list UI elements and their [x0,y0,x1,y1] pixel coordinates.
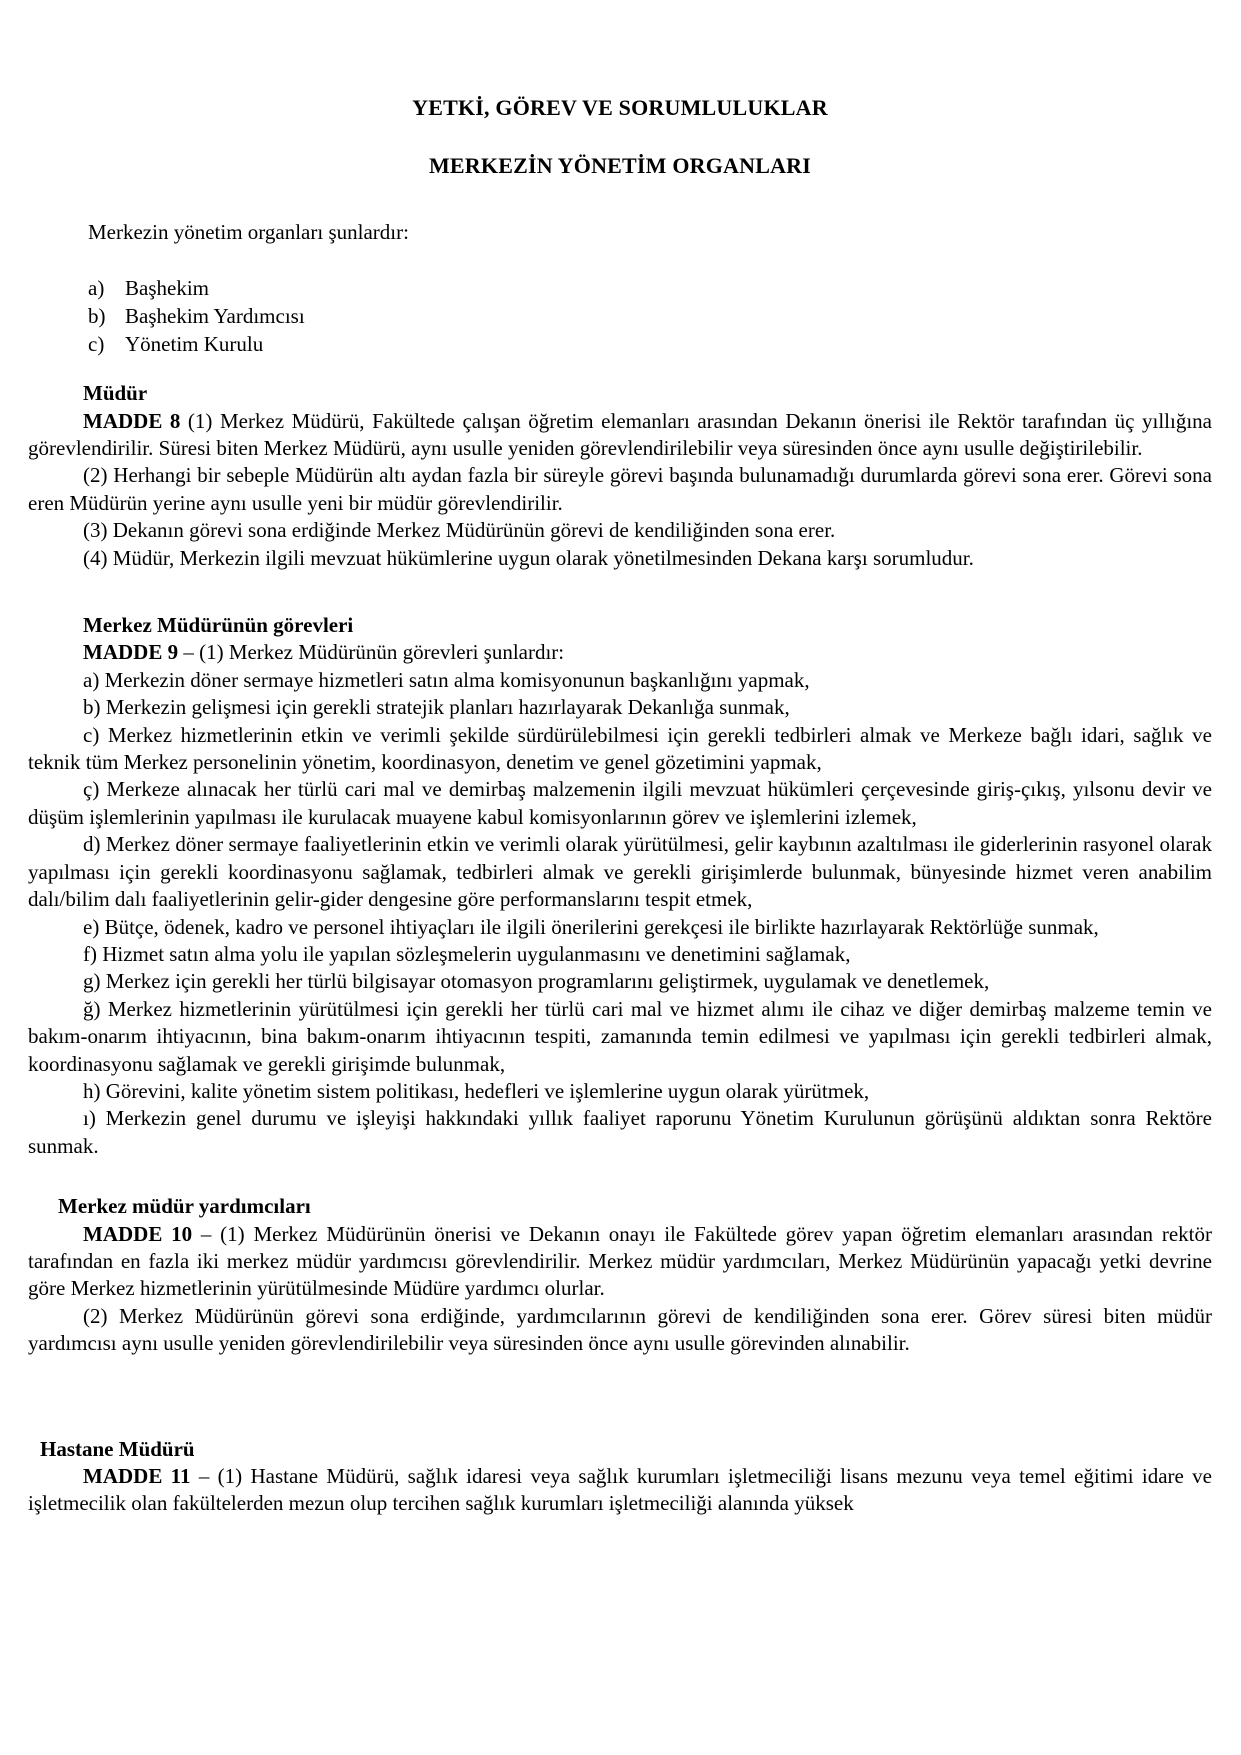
organ-marker: c) [88,331,105,356]
organ-marker: b) [88,304,106,328]
paragraph [28,996,1212,1078]
paragraph [28,408,1212,463]
paragraph-text: d) Merkez döner sermaye faaliyetlerinin etkin ve verimli olarak yürütülmesi, gelir kaybının azaltılması ile giderlerinin rasyonel olarak yapılması için gerekli koordinasyonu sağlamak, tedbirleri almak ve gerekli girişimlerde bulunmak, bünyesinde hizmet veren anabilim dalı/bilim dalı faaliyetlerinin gelir-gider dengesine göre performanslarını tespit etmek, [28,832,1212,912]
paragraph-text: c) Merkez hizmetlerinin etkin ve verimli şekilde sürdürülebilmesi için gerekli tedbirleri almak ve Merkeze bağlı idari, sağlık ve teknik tüm Merkez personelinin yönetim, koordinasyon, denetim ve genel gözetimini yapmak, [28,722,1212,775]
section-hastane [28,1436,1212,1518]
paragraph [28,776,1212,831]
paragraph-text: h) Görevini, kalite yönetim sistem politikası, hedefleri ve işlemlerine uygun olarak yürütmek, [83,1078,870,1103]
paragraph-text: (1) Merkez Müdürü, Fakültede çalışan öğretim elemanları arasından Dekanın önerisi ile Rektör tarafından üç yıllığına görevlendirilir. Süresi biten Merkez Müdürü, aynı usulle yeniden görevlendirilebilir veya süresinden önce aynı usulle değiştirilebilir. [28,408,1212,460]
paragraph [28,722,1212,777]
paragraph [28,545,1212,572]
paragraph-text: ı) Merkezin genel durumu ve işleyişi hakkındaki yıllık faaliyet raporunu Yönetim Kurulunun görüşünü aldıktan sonra Rektöre sunmak. [28,1106,1212,1158]
organ-list-item [88,275,1212,303]
paragraph [28,1463,1212,1518]
paragraph [28,462,1212,517]
paragraph [28,831,1212,913]
madde-label: MADDE 8 [83,408,181,433]
document-title: YETKİ, GÖREV VE SORUMLULUKLAR [412,95,828,120]
section-heading: Hastane Müdürü [40,1436,195,1461]
paragraph-text: (2) Merkez Müdürünün görevi sona erdiğinde, yardımcılarının görevi de kendiliğinden sona erer. Görev süresi biten müdür yardımcısı aynı usulle yeniden görevlendirilebilir veya süresinden önce aynı usulle görevinden alınabilir. [28,1303,1212,1356]
section-mudur [28,380,1212,572]
section-heading: Müdür [83,381,148,406]
paragraph [28,517,1212,544]
paragraph-text: f) Hizmet satın alma yolu ile yapılan sözleşmelerin uygulanmasını ve denetimini sağlamak, [83,941,851,966]
madde-label: MADDE 10 [83,1221,193,1246]
paragraph-text: g) Merkez için gerekli her türlü bilgisayar otomasyon programlarını geliştirmek, uygulamak ve denetlemek, [83,969,990,994]
paragraph [28,667,1212,694]
paragraph-text: e) Bütçe, ödenek, kadro ve personel ihtiyaçları ile ilgili önerilerini gerekçesi ile birlikte hazırlayarak Rektörlüğe sunmak, [83,914,1099,939]
paragraph [28,1303,1212,1358]
intro-paragraph: Merkezin yönetim organları şunlardır: [88,220,409,244]
paragraph [28,1105,1212,1160]
paragraph [28,1078,1212,1105]
organ-label: Başhekim Yardımcısı [125,304,305,328]
organ-list-item [88,331,1212,359]
paragraph-text: – (1) Merkez Müdürünün önerisi ve Dekanın onayı ile Fakültede görev yapan öğretim elemanları arasından rektör tarafından en fazla iki merkez müdür yardımcısı görevlendirilir. Merkez müdür yardımcıları, Merkez Müdürünün yapacağı yetki devrine göre Merkez hizmetlerinin yürütülmesinde Müdüre yardımcı olurlar. [28,1221,1212,1301]
paragraph-text: (4) Müdür, Merkezin ilgili mevzuat hükümlerine uygun olarak yönetilmesinden Dekana karşı sorumludur. [83,545,974,570]
madde-label: MADDE 11 [83,1464,191,1488]
organ-list-item [88,303,1212,331]
paragraph [28,968,1212,995]
paragraph-text: – (1) Hastane Müdürü, sağlık idaresi veya sağlık kurumları işletmeciliği lisans mezunu veya temel eğitimi idare ve işletmecilik olan fakültelerden mezun olup tercihen sağlık kurumları işletmeciliği alanında yüksek [28,1464,1212,1516]
section-gorevler [28,612,1212,1160]
organ-marker: a) [88,276,105,301]
paragraph-text: (2) Herhangi bir sebeple Müdürün altı aydan fazla bir süreyle görevi başında bulunamadığı durumlarda görevi sona erer. Görevi sona eren Müdürün yerine aynı usulle yeni bir müdür görevlendirilir. [28,463,1212,515]
organ-label: Yönetim Kurulu [125,331,264,356]
madde-label: MADDE 9 [83,640,179,665]
section-yardimcilar [28,1193,1212,1357]
paragraph-text: (3) Dekanın görevi sona erdiğinde Merkez Müdürünün görevi de kendiliğinden sona erer. [83,518,836,543]
paragraph [28,694,1212,721]
paragraph [28,941,1212,968]
organ-list [88,275,1212,358]
paragraph [28,639,1212,666]
organ-label: Başhekim [125,276,209,301]
paragraph-text: b) Merkezin gelişmesi için gerekli stratejik planları hazırlayarak Dekanlığa sunmak, [83,695,790,720]
section-heading: Merkez Müdürünün görevleri [83,613,354,638]
paragraph-text: ç) Merkeze alınacak her türlü cari mal ve demirbaş malzemenin ilgili mevzuat hükümleri çerçevesinde giriş-çıkış, yılsonu devir ve düşüm işlemlerinin yapılması ile kurulacak muayene kabul komisyonlarının görev ve işlemlerini izlemek, [28,777,1212,829]
paragraph-text: ğ) Merkez hizmetlerinin yürütülmesi için gerekli her türlü cari mal ve hizmet alımı ile cihaz ve diğer demirbaş malzeme temin ve bakım-onarım ihtiyacının, bina bakım-onarım ihtiyacının tespiti, zamanında temin edilmesi ve yapılması için gerekli tedbirleri almak, koordinasyonu sağlamak ve gerekli girişimde bulunmak, [28,996,1212,1076]
paragraph-text: – (1) Merkez Müdürünün görevleri şunlardır: [178,640,565,665]
paragraph [28,1221,1212,1303]
paragraph-text: a) Merkezin döner sermaye hizmetleri satın alma komisyonunun başkanlığını yapmak, [83,667,810,692]
paragraph [28,914,1212,941]
section-heading: Merkez müdür yardımcıları [58,1194,311,1219]
document-subtitle: MERKEZİN YÖNETİM ORGANLARI [428,153,812,178]
